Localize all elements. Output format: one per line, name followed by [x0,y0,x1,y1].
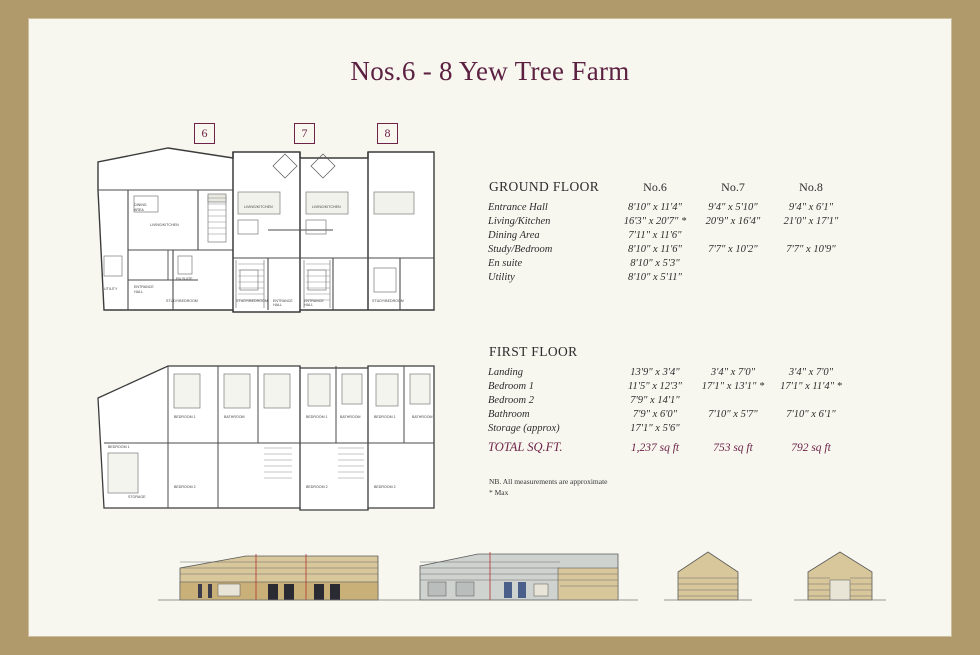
room-size: 7'10" x 5'7" [708,408,758,420]
svg-text:BATHROOM: BATHROOM [412,415,433,419]
table-row [488,365,850,379]
total-no8: 792 sq ft [791,441,831,454]
first-floor-heading: FIRST FLOOR [489,344,578,359]
first-floor-plan [68,348,468,538]
svg-text:LIVING/KITCHEN: LIVING/KITCHEN [244,205,273,209]
room-size: 17'1" x 13'1" * [701,380,765,392]
table-row [488,228,850,242]
room-size: 16'3" x 20'7" * [623,215,687,227]
svg-text:STORAGE: STORAGE [128,495,146,499]
room-size: 7'7" x 10'9" [786,243,836,255]
table-row [488,200,850,214]
svg-text:STUDY/BEDROOM: STUDY/BEDROOM [372,299,404,303]
room-label: Storage (approx) [488,422,560,434]
room-label: Bedroom 2 [488,394,534,406]
note-line-2: * Max [489,488,509,498]
table-row [488,242,850,256]
table-row [488,407,850,421]
room-size: 9'4" x 6'1" [788,201,834,213]
room-label: Landing [488,366,524,378]
svg-text:ENTRANCE: ENTRANCE [134,285,154,289]
room-size: 7'9" x 14'1" [630,394,680,406]
room-size [694,228,772,242]
room-size: 3'4" x 7'0" [710,366,756,378]
svg-text:BEDROOM 1: BEDROOM 1 [174,415,196,419]
svg-text:BEDROOM 2: BEDROOM 2 [306,485,328,489]
room-size: 7'10" x 6'1" [786,408,836,420]
svg-text:BEDROOM 1: BEDROOM 1 [108,445,130,449]
svg-text:HALL: HALL [273,303,282,307]
svg-text:BEDROOM 2: BEDROOM 2 [374,485,396,489]
column-no8: No.8 [799,179,823,194]
svg-text:HALL: HALL [134,290,143,294]
total-no6: 1,237 sq ft [630,441,680,454]
ground-floor-schedule [488,178,850,284]
svg-text:BATHROOM: BATHROOM [224,415,245,419]
table-row [488,256,850,270]
svg-text:HALL: HALL [304,303,313,307]
svg-text:BEDROOM 1: BEDROOM 1 [306,415,328,419]
room-size: 11'5" x 12'3" [628,380,682,392]
room-size [772,393,850,407]
table-row [488,214,850,228]
room-size: 7'9" x 6'0" [632,408,678,420]
note-line-1: NB. All measurements are approximate [489,477,608,486]
room-size: 17'1" x 11'4" * [780,380,842,392]
room-size [772,270,850,284]
room-size [694,256,772,270]
svg-text:LIVING/KITCHEN: LIVING/KITCHEN [150,223,179,227]
svg-text:STUDY/BEDROOM: STUDY/BEDROOM [236,299,268,303]
room-label: En suite [488,257,523,269]
room-size: 8'10" x 11'4" [628,201,682,213]
first-floor-schedule [488,343,850,457]
total-row [488,435,850,457]
unit-badge-7: 7 [294,123,315,144]
page-title: Nos.6 - 8 Yew Tree Farm [350,56,630,86]
room-size: 13'9" x 3'4" [630,366,680,378]
room-size: 9'4" x 5'10" [708,201,758,213]
svg-text:BEDROOM 1: BEDROOM 1 [374,415,396,419]
room-size [772,228,850,242]
svg-text:BEDROOM 2: BEDROOM 2 [174,485,196,489]
table-row [488,379,850,393]
room-size: 21'0" x 17'1" [783,215,839,227]
svg-text:BATHROOM: BATHROOM [340,415,361,419]
room-label: Living/Kitchen [488,215,551,227]
ground-floor-heading: GROUND FLOOR [489,179,600,194]
table-row [488,270,850,284]
room-label: Bathroom [488,408,530,420]
room-size: 8'10" x 5'11" [628,271,682,283]
room-label: Utility [488,271,515,283]
room-size: 20'9" x 16'4" [705,215,761,227]
unit-badge-8: 8 [377,123,398,144]
room-size: 7'7" x 10'2" [708,243,758,255]
room-size: 7'11" x 11'6" [628,229,682,241]
room-size [694,393,772,407]
svg-text:STUDY/BEDROOM: STUDY/BEDROOM [166,299,198,303]
room-size [694,270,772,284]
total-no7: 753 sq ft [713,441,753,454]
total-label: TOTAL SQ.FT. [488,440,563,454]
floorplan-sheet [28,18,952,637]
column-no7: No.7 [721,179,745,194]
room-size: 8'10" x 11'6" [628,243,682,255]
room-size [772,256,850,270]
room-label: Study/Bedroom [488,243,553,255]
svg-text:ENTRANCE: ENTRANCE [304,299,324,303]
room-label: Bedroom 1 [488,380,534,392]
svg-text:UTILITY: UTILITY [104,287,118,291]
room-size: 3'4" x 7'0" [788,366,834,378]
room-size [694,421,772,435]
room-label: Dining Area [488,229,540,241]
measurement-notes [489,476,608,499]
svg-text:ENTRANCE: ENTRANCE [273,299,293,303]
ground-floor-plan [68,130,468,340]
room-size: 17'1" x 5'6" [630,422,680,434]
unit-badge-6: 6 [194,123,215,144]
room-size [772,421,850,435]
svg-text:EN SUITE: EN SUITE [176,277,193,281]
room-size: 8'10" x 5'3" [630,257,680,269]
room-label: Entrance Hall [488,201,548,213]
svg-text:DINING: DINING [134,203,147,207]
svg-text:LIVING/KITCHEN: LIVING/KITCHEN [312,205,341,209]
elevations [138,538,898,628]
svg-text:AREA: AREA [134,208,144,212]
column-no6: No.6 [643,179,667,194]
table-row [488,421,850,435]
table-row [488,393,850,407]
